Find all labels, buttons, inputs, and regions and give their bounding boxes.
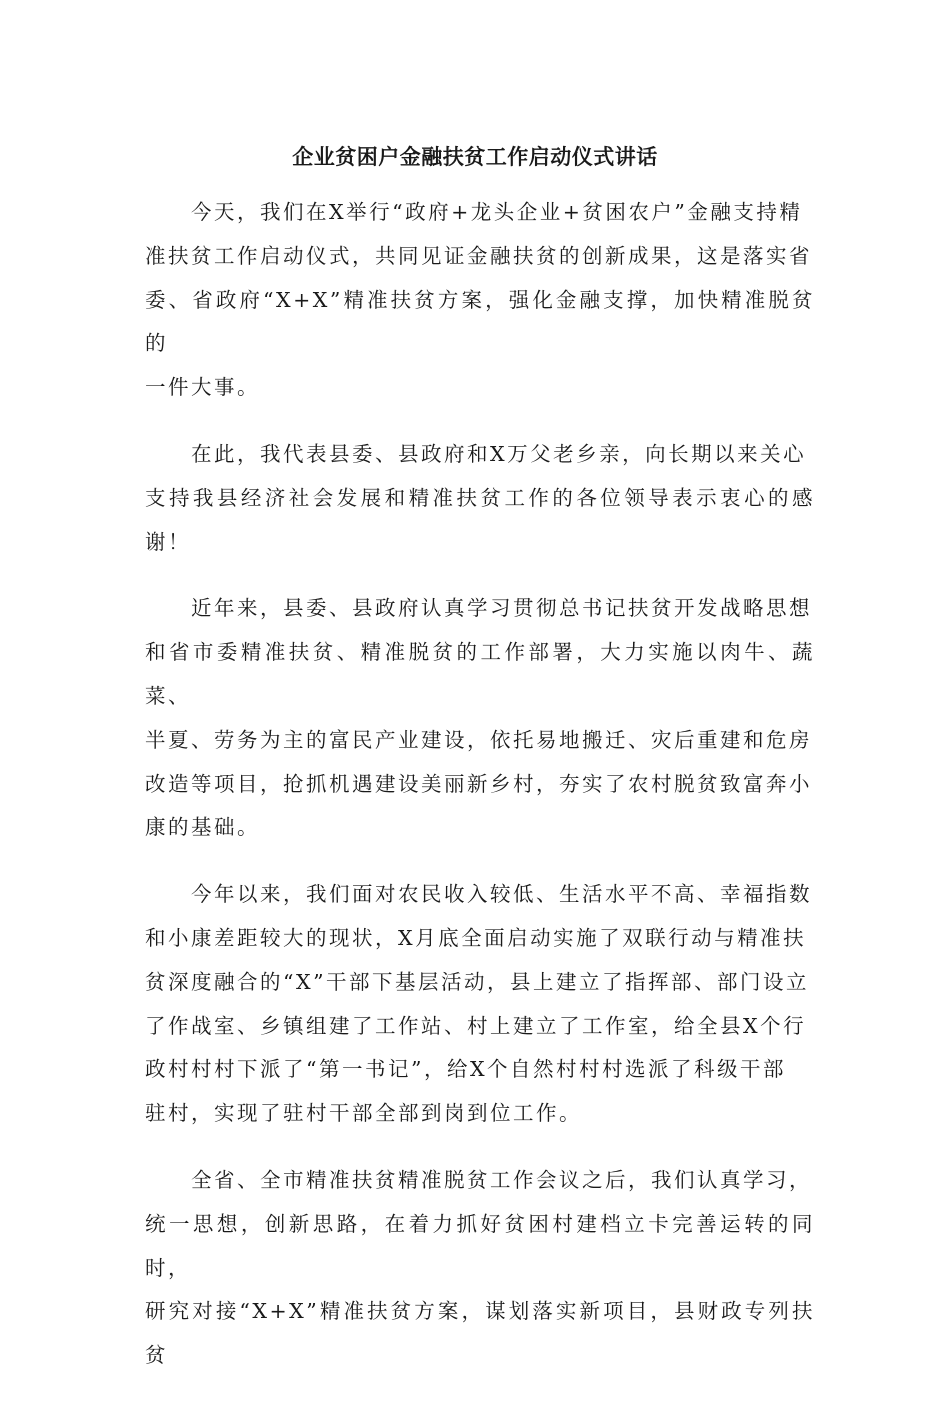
document-body: [145, 191, 815, 1401]
paragraph-opening: 今天，我们在X举行“政府+龙头企业+贫困农户”金融支持精 准扶贫工作启动仪式，共同见证金融扶贫的创新成果，这是落实省 委、省政府“X+X”精准扶贫方案，强化金融支撑，加快精准脱贫的 一件大事。: [145, 200, 815, 400]
document-title: 企业贫困户金融扶贫工作启动仪式讲话: [292, 145, 658, 169]
paragraph-recent-years: 近年来，县委、县政府认真学习贯彻总书记扶贫开发战略思想 和省市委精准扶贫、精准脱贫的工作部署，大力实施以肉牛、蔬菜、 半夏、劳务为主的富民产业建设，依托易地搬迁、灾后重建和危房 改造等项目，抢抓机遇建设美丽新乡村，夯实了农村脱贫致富奔小 康的基础。: [145, 596, 815, 840]
paragraph-thanks: 在此，我代表县委、县政府和X万父老乡亲，向长期以来关心 支持我县经济社会发展和精准扶贫工作的各位领导表示衷心的感谢！: [145, 441, 815, 554]
paragraph-after-meeting: 全省、全市精准扶贫精准脱贫工作会议之后，我们认真学习， 统一思想，创新思路，在着力抓好贫困村建档立卡完善运转的同时， 研究对接“X+X”精准扶贫方案，谋划落实新项目，县财政专列扶贫: [145, 1167, 815, 1368]
paragraph-this-year: 今年以来，我们面对农民收入较低、生活水平不高、幸福指数 和小康差距较大的现状，X月底全面启动实施了双联行动与精准扶 贫深度融合的“X”干部下基层活动，县上建立了指挥部、部门设立 了作战室、乡镇组建了工作站、村上建立了工作室，给全县X个行 政村村村下派了“第一书记”，给X个自然村村村选派了科级干部 驻村，实现了驻村干部全部到岗到位工作。: [145, 882, 812, 1126]
